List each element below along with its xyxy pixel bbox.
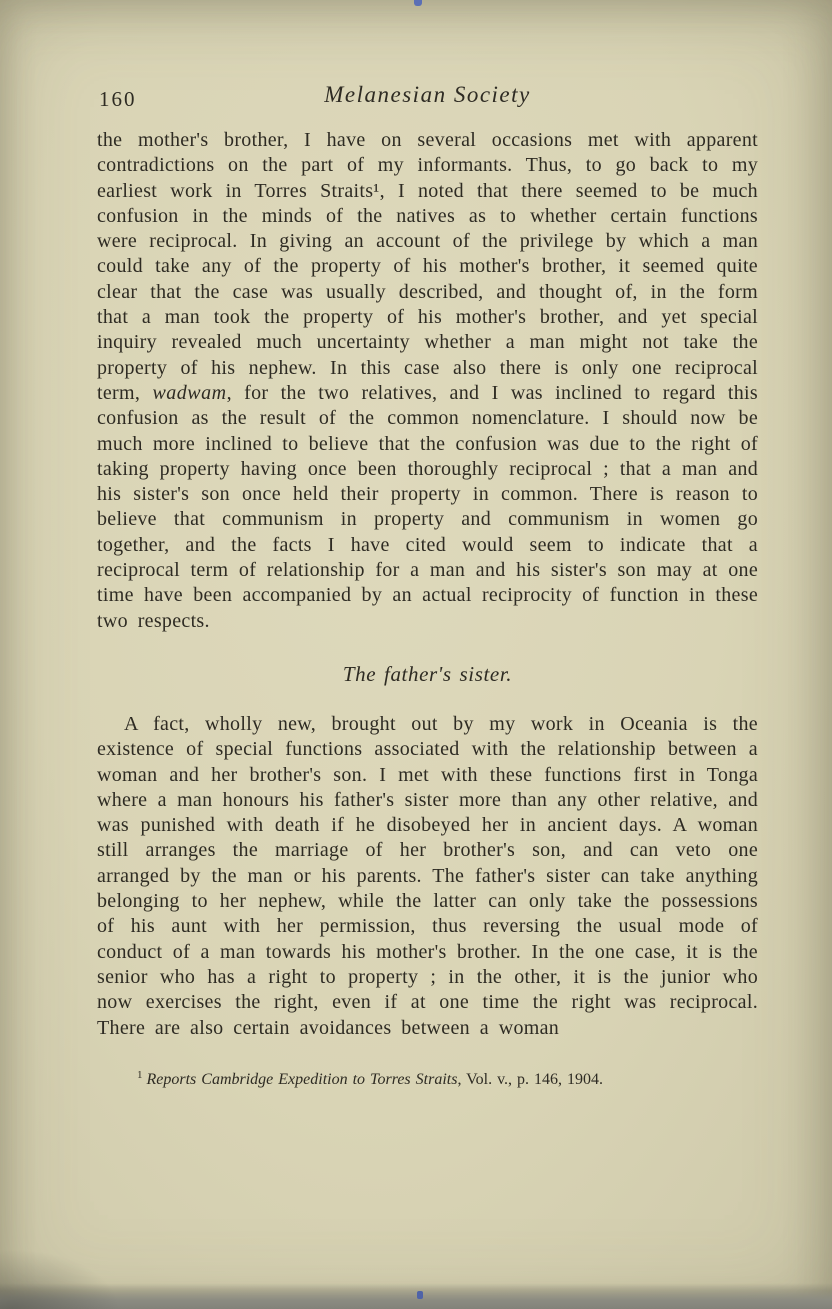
section-heading: The father's sister. [342, 661, 513, 686]
paragraph-1 [97, 128, 758, 634]
scan-edge-bottom [0, 1283, 832, 1309]
page-header [97, 82, 758, 118]
footnote [97, 1065, 758, 1090]
footnote-marker: 1 [137, 1068, 143, 1081]
running-header: Melanesian Society [324, 82, 531, 107]
footnote-citation: , Vol. v., p. 146, 1904. [457, 1070, 604, 1088]
scan-artifact-bottom [417, 1291, 423, 1299]
page-body [97, 128, 758, 1090]
scan-artifact-top [414, 0, 422, 6]
footnote-title: Reports Cambridge Expedition to Torres Straits [146, 1070, 458, 1088]
paragraph-1-text-after: , for the two relatives, and I was inclined to regard this confusion as the result of the common nomenclature. I should now be much more inclined to believe that the confusion was due to the right of taking property having once been thoroughly reciprocal ; that a man and his sister's son once held their property in common. There is reason to believe that communism in property and communism in women go together, and the facts I have cited would seem to indicate that a reciprocal term of relationship for a man and his sister's son may at one time have been accompanied by an actual reciprocity of function in these two respects. [97, 381, 758, 632]
paragraph-1-text-before: the mother's brother, I have on several occasions met with apparent contradictions on the part of my informants. Thus, to go back to my earliest work in Torres Straits¹, I noted that there seemed to be much confusion in the minds of the natives as to whether certain functions were reciprocal. In giving an account of the privilege by which a man could take any of the property of his mother's brother, it seemed quite clear that the case was usually described, and thought of, in the form that a man took the property of his mother's brother, and yet special inquiry revealed much uncertainty whether a man might not take the property of his nephew. In this case also there is only one reciprocal term, [97, 129, 758, 404]
scan-corner-shadow [0, 1249, 120, 1309]
paragraph-2: A fact, wholly new, brought out by my work in Oceania is the existence of special functions associated with the relationship between a woman and her brother's son. I met with these functions first in Tonga where a man honours his father's sister more than any other relative, and was punished with death if he disobeyed her in ancient days. A woman still arranges the marriage of her brother's son, and can veto one arranged by the man or his parents. The father's sister can take anything belonging to her nephew, while the latter can only take the possessions of his aunt with her permission, thus reversing the usual mode of conduct of a man towards his mother's brother. In the one case, it is the senior who has a right to property ; in the other, it is the junior who now exercises the right, even if at one time the right was reciprocal. There are also certain avoidances between a woman [97, 712, 758, 1039]
italic-term-wadwam: wadwam [152, 381, 227, 404]
page-number: 160 [99, 87, 137, 111]
